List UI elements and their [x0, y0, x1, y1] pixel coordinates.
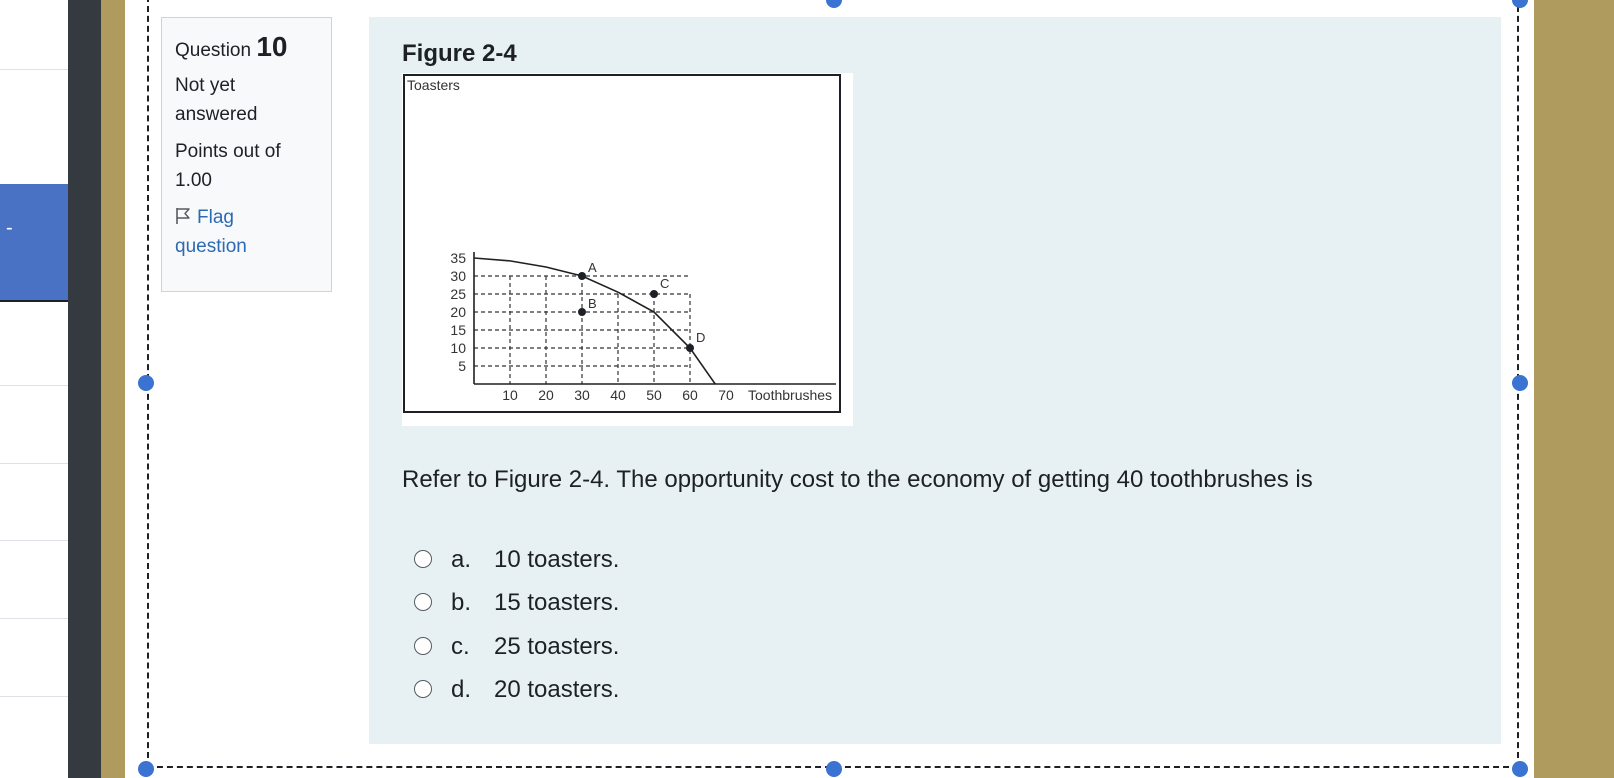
- nav-item-active[interactable]: [0, 184, 68, 302]
- question-grade: [175, 137, 318, 195]
- point-d: [686, 344, 694, 352]
- radio-c[interactable]: [414, 637, 432, 655]
- question-label: Question: [175, 40, 252, 61]
- point-label-b: B: [588, 296, 597, 311]
- y-tick-label: 10: [450, 340, 466, 356]
- answer-text: 15 toasters.: [494, 589, 620, 616]
- x-tick-label: 10: [502, 387, 518, 403]
- x-tick-label: 40: [610, 387, 626, 403]
- resize-handle-left[interactable]: [138, 375, 154, 391]
- point-c: [650, 290, 658, 298]
- resize-handle-bottom[interactable]: [826, 761, 842, 777]
- point-label-a: A: [588, 260, 597, 275]
- drawer-edge: [68, 0, 101, 778]
- flag-icon: [175, 205, 191, 223]
- flag-question-link[interactable]: [175, 203, 318, 261]
- grade-line-2: 1.00: [175, 170, 212, 191]
- x-tick-label: 70: [718, 387, 734, 403]
- question-text: Refer to Figure 2-4. The opportunity cost to the economy of getting 40 toothbrushes is: [402, 466, 1313, 493]
- answer-text: 25 toasters.: [494, 633, 620, 660]
- answer-text: 20 toasters.: [494, 676, 620, 703]
- nav-divider: [0, 69, 68, 70]
- resize-handle-bottom-left[interactable]: [138, 761, 154, 777]
- answer-text: 10 toasters.: [494, 546, 620, 573]
- point-b: [578, 308, 586, 316]
- point-a: [578, 272, 586, 280]
- question-number: [175, 32, 318, 65]
- page-border-right: [1534, 0, 1614, 778]
- x-tick-label: 60: [682, 387, 698, 403]
- answer-number: b.: [451, 589, 472, 616]
- state-line-1: Not yet: [175, 75, 236, 96]
- radio-d[interactable]: [414, 680, 432, 698]
- radio-b[interactable]: [414, 593, 432, 611]
- nav-divider: [0, 540, 68, 541]
- answer-number: a.: [451, 546, 472, 573]
- nav-divider: [0, 618, 68, 619]
- point-label-d: D: [696, 330, 706, 345]
- flag-line-2: question: [175, 236, 247, 257]
- page-border-left: [101, 0, 125, 778]
- y-tick-label: 20: [450, 304, 466, 320]
- resize-handle-bottom-right[interactable]: [1512, 761, 1528, 777]
- question-state: [175, 71, 318, 129]
- chart-frame: [404, 75, 840, 412]
- question-info: [161, 17, 332, 292]
- resize-handle-right[interactable]: [1512, 375, 1528, 391]
- radio-a[interactable]: [414, 550, 432, 568]
- figure-image: [402, 73, 853, 426]
- point-label-c: C: [660, 276, 670, 291]
- question-number-value: 10: [256, 31, 288, 62]
- answer-number: d.: [451, 676, 472, 703]
- x-axis-label: Toothbrushes: [748, 387, 833, 403]
- y-tick-label: 25: [450, 286, 466, 302]
- grade-line-1: Points out of: [175, 141, 281, 162]
- nav-divider: [0, 385, 68, 386]
- nav-divider: [0, 463, 68, 464]
- x-tick-label: 20: [538, 387, 554, 403]
- y-tick-label: 5: [458, 358, 466, 374]
- y-tick-label: 15: [450, 322, 466, 338]
- nav-divider: [0, 696, 68, 697]
- flag-line-1: Flag: [197, 207, 234, 228]
- state-line-2: answered: [175, 104, 258, 125]
- x-tick-label: 30: [574, 387, 590, 403]
- course-index-drawer: [0, 0, 68, 778]
- answer-number: c.: [451, 633, 470, 660]
- ppf-chart: [402, 73, 853, 426]
- nav-active-mark: -: [6, 217, 13, 239]
- y-tick-label: 30: [450, 268, 466, 284]
- x-tick-label: 50: [646, 387, 662, 403]
- y-tick-label: 35: [450, 250, 466, 266]
- figure-title: Figure 2-4: [402, 40, 517, 67]
- y-axis-label: Toasters: [407, 77, 460, 93]
